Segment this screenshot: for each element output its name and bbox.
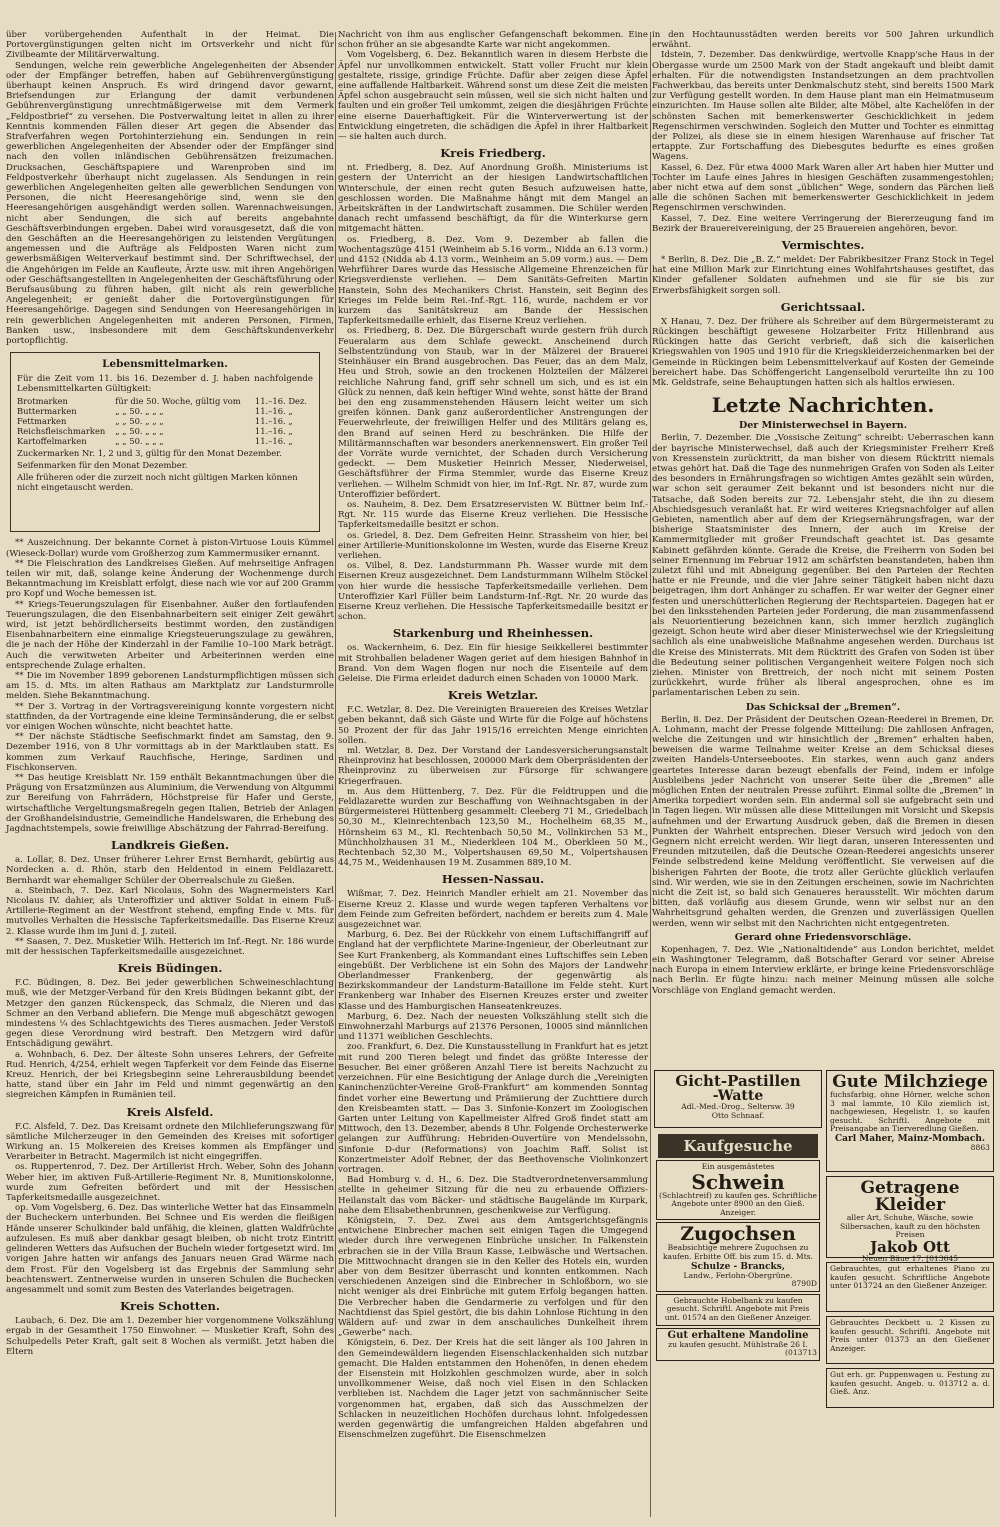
ad-code: (013713 bbox=[785, 1348, 817, 1358]
food-ration-title: Lebensmittelmarken. bbox=[102, 358, 228, 371]
article-paragraph: Marburg, 6. Dez. Nach der neuesten Volkszählung stellt sich die Einwohnerzahl Marburgs auf 21376 Personen, 10005 sind männlichen und 11371 weiblichen Geschlechts. bbox=[338, 1011, 648, 1043]
table-row bbox=[17, 406, 313, 416]
article-paragraph: Bad Homburg v. d. H., 6. Dez. Die Stadtverordnetenversammlung stellte in geheimer Sitzung für die neu zu erbauende Offiziers-Heilanstalt das vom Bäcker- und städtische Baugelände im Kurpark, nahe dem Elisabethenbrunnen, geschenkweise zur Verfügung. bbox=[338, 1175, 648, 1216]
article-paragraph: ** Das heutige Kreisblatt Nr. 159 enthält Bekanntmachungen über die Prägung von Ersatzmünzen aus Aluminium, die Verwendung von Altgummi zur Bereifung von Fahrrädern, Höchstpreise für Hafer und Gerste, wirtschaftliche Vergeltungsmaßregeln gegen Italien, Betrieb der Anlagen der Großhandelsindustrie, Gemeindliche Handelswaren, die Erhebung des Jagdnachtstempels, sowie freiwillige Abschätzung der Fahrrad-Bereifung. bbox=[6, 772, 334, 834]
ration-validity: „ „ 50. „ „ „ bbox=[115, 416, 164, 427]
ad-text: Landw., Ferlohn-Obergrüne. bbox=[683, 1270, 793, 1280]
column-right bbox=[652, 30, 994, 1522]
ad-piano bbox=[826, 1262, 994, 1312]
article-paragraph: os. Friedberg, 8. Dez. Die Bürgerschaft wurde gestern früh durch Feueralarm aus dem Schlafe geweckt. Anscheinend durch Selbstentzündung von Staub, war in der Mälzerei der Brauerei Steinhäuser ein Brand ausgebrochen. Das Feuer, das an dem Malz, Heu und Stroh, sowie an den trockenen Holzteilen der Mälzerei reichliche Nahrung fand, griff sehr schnell um sich, und es ist ein Glück zu nennen, daß kein heftiger Wind wehte, sonst hätte der Brand bei den eng zusammenstehenden Häusern leicht weiter um sich greifen können. Dank ganz außerordentlicher Anstrengungen der Feuerwehrleute, der freiwilligen Helfer und des Militärs gelang es, den Brand auf seinen Herd zu beschränken. Die Hilfe der Militärmannschaften war besonders anerkennenswert. Ein großer Teil der Vorräte wurde vernichtet, der Schaden durch Versicherung gedeckt. — Dem Musketier Heinrich Messer, Niederweisel, Geschäftsführer der Firma Stemmler, wurde das Eiserne Kreuz verliehen. — Wilhelm Schmidt von hier, im Inf.-Rgt. Nr. 87, wurde zum Unteroffizier befördert. bbox=[338, 326, 648, 500]
ad-title: Gute Milchziege bbox=[832, 1072, 988, 1092]
section-heading: Vermischtes. bbox=[781, 238, 865, 253]
ad-title: Zugochsen bbox=[680, 1223, 796, 1246]
ad-name: Schulze - Brancks, bbox=[691, 1261, 785, 1272]
article-paragraph: os. Friedberg, 8. Dez. Vom 9. Dezember ab fallen die Wochentagszüge 4151 (Weinheim ab 5.16 vorm., Nidda an 6.13 vorm.) und 4152 (Nidda ab 4.13 vorm., Weinheim an 5.09 vorm.) aus. — Dem Wehrführer Dares wurde das Hessische Allgemeine Ehrenzeichen für Kriegsverdienste verliehen. — Dem Sanitäts-Gefreiten Martin Hanstein, Sohn des Mechanikers Christ. Hanstein, seit Beginn des Krieges im Felde beim Rei.-Inf.-Rgt. 116, wurde, nachdem er vor kurzem das Sanitätskreuz am Bande der Hessischen Tapferkeitsmedaille erhielt, das Eiserne Kreuz verliehen. bbox=[338, 234, 648, 327]
ration-item: Brotmarken bbox=[17, 396, 68, 407]
food-ration-box bbox=[10, 352, 320, 532]
article-paragraph: os. Ruppertenrod, 7. Dez. Der Artillerist Hrch. Weber, Sohn des Johann Weber hier, im aktiven Fuß-Artillerie-Regiment Nr. 8, Munitionskolonne, wurde zum Gefreiten befördert und mit der Hessischen Tapferkeitsmedaille ausgezeichnet. bbox=[6, 1162, 334, 1204]
section-heading: Gerichtssaal. bbox=[780, 299, 866, 314]
ad-title: Gut erhaltene Mandoline bbox=[667, 1329, 809, 1341]
food-ration-table bbox=[17, 396, 313, 446]
section-heading: Hessen-Nassau. bbox=[441, 872, 545, 887]
article-paragraph: F.C. Büdingen, 8. Dez. Bei jeder gewerblichen Schweineschlachtung muß, wie der Metzger-Verband für den Kreis Büdingen bekannt gibt, der Metzger den ganzen Rückenspeck, das Schmalz, die Nieren und das Schmer an den Verband abliefern. Die Menge muß abgeschätzt gewogen mindestens ¼ des Schlachtgewichts des Tieres ausmachen. Jeder Verstoß gegen diese Verordnung wird bestraft. Den Metzgern wird dafür Entschädigung gewährt. bbox=[6, 978, 334, 1050]
article-paragraph: ** Der 3. Vortrag in der Vortragsvereinigung konnte vorgestern nicht stattfinden, da der Vortragende eine kleine Terminsänderung, die er selbst vor einigen Wochen wünschte, nicht beachtet hatte. bbox=[6, 701, 334, 732]
article-paragraph: ** Die im November 1899 geborenen Landsturmpflichtigen müssen sich am 15. d. Mts. im alten Rathaus am Marktplatz zur Landsturmrolle melden. Siehe Bekanntmachung. bbox=[6, 670, 334, 702]
article-paragraph: F.C. Alsfeld, 7. Dez. Das Kreisamt ordnete den Milchlieferungszwang für sämtliche Milcherzeuger in den Gemeinden des Kreises mit sofortiger Wirkung an. 15 Molkereien des Kreises kommen als Empfänger und Verarbeiter in Betracht. Magermilch ist nicht eingegriffen. bbox=[6, 1121, 334, 1163]
ad-kleider bbox=[826, 1176, 994, 1263]
table-row bbox=[17, 436, 313, 446]
table-row bbox=[17, 416, 313, 426]
ad-gicht bbox=[654, 1070, 822, 1128]
article-paragraph: Idstein, 7. Dezember. Das denkwürdige, wertvolle Knapp'sche Haus in der Obergasse wurde um 2500 Mark von der Stadt angekauft und bleibt damit erhalten. Für die notwendigsten Instandsetzungen an dem prachtvollen Fachwerkbau, das bereits unter Denkmalschutz steht, sind bereits 1500 Mark zur Verfügung gestellt worden. In dem Hause plant man ein Heimatmuseum einzurichten. Im Hause sollen alte Bilder, alte Möbel, alte Kachelöfen in der schönsten Sachen mit bemerkenswerter Geschicklichkeit in jedem Regenschirmen verschwinden. Sogleich den Mutter und Tochter es einmittag der Polizei, als diese sie in einem hiesigen Warenhause auf frischer Tat ertappte. Zur Fortschaffung des Diebesgutes bedurfte es eines großen Wagens. bbox=[652, 50, 994, 163]
article-paragraph: a. Steinbach, 7. Dez. Karl Nicolaus, Sohn des Wagnermeisters Karl Nicolaus IV. dahier, als Unteroffizier und aktiver Soldat in einem Fuß-Artillerie-Regiment an der Westfront stehend, empfing Ende v. Mts. für mutvolles Verhalten die Hessische Tapferkeitsmedaille. Das Eiserne Kreuz 2. Klasse wurde ihm im Juni d. J. zuteil. bbox=[6, 885, 334, 937]
column-rule bbox=[335, 32, 336, 1517]
ad-mandoline bbox=[656, 1328, 820, 1361]
table-row bbox=[17, 426, 313, 436]
article-paragraph: ** Kriegs-Teuerungszulagen für Eisenbahner. Außer den fortlaufenden Teuerungszulagen, die den Eisenbahnarbeitern seit einiger Zeit gewährt wird, ist jetzt behördlicherseits bestimmt worden, den zuständigen Eisenbahnarbeitern eine einmalige Kriegsteuerungszulage zu gewähren, die je nach der Höhe der Kinderzahl in der Familie 10–100 Mark beträgt. Auch die verwitweten Arbeiter und Arbeiterinnen werden eine entsprechende Zulage erhalten. bbox=[6, 599, 334, 671]
article-paragraph: os. Nauheim, 8. Dez. Dem Ersatzreservisten W. Büttner beim Inf.-Rgt. Nr. 115 wurde das Eiserne Kreuz verliehen. Die Hessische Tapferkeitsmedaille besitzt er schon. bbox=[338, 499, 648, 531]
ad-text: Ein ausgemästetes bbox=[701, 1162, 775, 1171]
ad-title: Gicht-Pastillen bbox=[675, 1072, 801, 1090]
table-row bbox=[17, 396, 313, 406]
ad-text: Adl.-Med.-Drog., Seltersw. 39 bbox=[681, 1102, 795, 1111]
subsection-heading: Gerard ohne Friedensvorschläge. bbox=[734, 931, 912, 943]
ad-zugochsen bbox=[656, 1222, 820, 1291]
kaufgesuche-section bbox=[654, 1132, 822, 1410]
ad-address: Neuen Bäue 17. bbox=[861, 1253, 924, 1263]
article-paragraph: in den Hochtaunusstädten werden bereits vor 500 Jahren urkundlich erwähnt. bbox=[652, 30, 994, 51]
article-paragraph: zoo. Frankfurt, 6. Dez. Die Kunstausstellung in Frankfurt hat es jetzt mit rund 200 Tieren belegt und findet das größte Interesse der Besucher. Bei einer größeren Anzahl Tiere ist bereits Nachzucht zu verzeichnen. Für eine Besichtigung der Anlage durch die „Vereinigten Kaninchenzüchter-Vereine Groß-Frankfurt“ am kommenden Sonntag findet vorher eine Bewertung und Prämiierung der Zuchttiere durch den Kreisbeamten statt. — Das 3. Sinfonie-Konzert im Zoologischen Garten unter Leitung von Kapellmeister Alfred Groß findet statt am Mittwoch, den 13. Dezember, abends 8 Uhr. Folgende Orchesterwerke gelangen zur Aufführung: Hebriden-Ouvertüre von Mendelssohn, Sinfonie D-dur (Reformations) von Joachim Raff. Solist ist Konzertmeister Adolf Rebner, der das Beethovensche Violinkonzert vortragen. bbox=[338, 1042, 648, 1175]
article-paragraph: Vom Vogelsberg, 6. Dez. Bekanntlich waren in diesem Herbste die Äpfel nur unvollkommen entwickelt. Statt voller Frucht nur klein gestaltete, rissige, grindige Früchte. Dafür aber zeigen diese Äpfel eine auffallende Haltbarkeit. Während sonst um diese Zeit die meisten Äpfel schon ausgebraucht sein müssen, weil sie sich nicht halten und faulten und ein großer Teil umkommt, zeigen die diesjährigen Früchte eine eiserne Dauerhaftigkeit. Für die Winterverwertung ist der Entwicklung eingetreten, die schädigen die Äpfel in ihrer Haltbarkeit — sie halten auch durch. bbox=[338, 50, 648, 143]
article-paragraph: Sendungen, welche rein gewerbliche Angelegenheiten der Absender oder der Empfänger betreffen, haben auf Gebührenvergünstigung überhaupt keinen Anspruch. Es wird dringend davor gewarnt, Briefsendungen zur Erlangung der damit verbundenen Gebührenvergünstigung unrechtmäßigerweise mit dem Vermerk „Feldpostbrief“ zu versehen. Die Postverwaltung leitet in allen zu ihrer Kenntnis kommenden Fällen dieser Art gegen die Absender das Strafverfahren wegen Portohinterziehung ein. Sendungen in rein gewerblichen Angelegenheiten der Absender oder der Empfänger sind nach den vollen inländischen Gebührensätzen freizumachen. Drucksachen, Geschäftspapiere und Warenproben sind im Feldpostverkehr überhaupt nicht zugelassen. Als Sendungen in rein gewerblichen Angelegenheiten gelten alle gewerblichen Sendungen von Personen, die nicht Heeresangehörige sind, wenn sie den Heeresangehörigen ausgehändigt werden sollen. Warennachweisungen, nicht aber Sendungen, die sich auf bereits angebahnte Geschäftsverbindungen ergeben. Dabei wird vorausgesetzt, daß die von den Geschäften an die Heeresangehörigen zu leistenden Vergütungen angemessen und die Aufträge als Feldposten Waren nicht zum gewerbsmäßigen Weiterverkauf bestimmt sind. Der Schriftwechsel, der die Angehörigen im Felde an Kaufleute, Ärzte usw. mit ihren Angehörigen oder Geschäftsangestellten in Angelegenheiten der Geschäftsführung oder Berufsausübung zu führen haben, gilt nicht als rein gewerbliche Angelegenheit; er genießt daher die Portovergünstigungen für Heeresangehörige. Dagegen sind Sendungen von Heeresangehörigen in rein gewerblichen Angelegenheiten mit anderen Personen, Firmen, Banken usw., insbesondere mit dem Geschäftskundenverkehr portopflichtig. bbox=[6, 60, 334, 347]
section-heading: Kreis Büdingen. bbox=[117, 961, 223, 976]
ad-puppenwagen bbox=[826, 1368, 994, 1408]
food-ration-note: Seifenmarken für den Monat Dezember. bbox=[17, 460, 188, 471]
article-paragraph: ** Auszeichnung. Der bekannte Cornet à piston-Virtuose Louis Kümmel (Wieseck-Dollar) wurde vom Großherzog zum Kammermusiker ernannt. bbox=[6, 538, 334, 559]
ration-dates: 11.–16. Dez. bbox=[254, 396, 308, 407]
section-heading: Kreis Friedberg. bbox=[440, 146, 546, 161]
ad-subtitle: -Watte bbox=[712, 1088, 764, 1104]
article-paragraph: Königstein, 6. Dez. Der Kreis hat die seit länger als 100 Jahren in den Gemeindewäldern liegenden Eisenschlackenhalden sich nutzbar gemacht. Die Halden entstammen den Hohenöfen, in denen ehedem der Eisenstein mit Holzkohlen geschmolzen wurde, aber in solch unvollkommener Weise, daß noch viel Eisen in den Schlacken verblieben ist. Nachdem die Lager jetzt von sachmännischer Seite vorgenommen hat, ergaben, daß sich das Ausschmelzen der Schlacken in neuzeitlichen Hochöfen durchaus lohnt. Infolgedessen werden gegenwärtig die umfangreichen Halden abgefahren und Eisenschmelzen zugeführt. Die Eisenschmelzen bbox=[338, 1338, 648, 1441]
article-paragraph: op. Vom Vogelsberg, 6. Dez. Das winterliche Wetter hat das Einsammeln der Bucheckern unterbunden. Bei Schnee und Eis werden die fleißigen Hände unserer Schulkinder bald unfähig, die kleinen, glatten Waldfrüchte aufzulesen. Es muß aber dankbar gesagt bleiben, ob nicht trotz Eintritt gelinderen Wetters das Aufsuchen der Bucheln wieder fortgesetzt wird. Im vorigen Jahre hatten wir anfangs des Januars neuen Grad Wärme nach dem Frost. Für den Vogelsberg ist das Ergebnis der Sammlung sehr beachtenswert. Zentnerweise wurden in unseren Schulen die Buchecken angesammelt und somit zum Besten des Vaterlandes beigetragen. bbox=[6, 1203, 334, 1295]
ration-validity: „ „ 50. „ „ „ bbox=[115, 426, 164, 437]
ad-text: Gebrauchte Hobelbank zu kaufen gesucht. Schriftl. Angebote mit Preis unt. 01574 an den Gießener Anzeiger. bbox=[664, 1295, 812, 1322]
article-paragraph: Laubach, 6. Dez. Die am 1. Dezember hier vorgenommene Volkszählung ergab in der Gesamtheit 1750 Einwohner. — Musketier Kraft, Sohn des Schulpedells Peter Kraft, galt seit 8 Wochen als vermißt. Jetzt haben die Eltern bbox=[6, 1316, 334, 1357]
ad-text: Gebrauchtes Deckbett u. 2 Kissen zu kaufen gesucht. Schriftl. Angebote mit Preis unter 01373 an den Gießener Anzeiger. bbox=[830, 1318, 990, 1353]
section-heading: Kreis Schotten. bbox=[120, 1299, 220, 1314]
article-paragraph: F.C. Wetzlar, 8. Dez. Die Vereinigten Brauereien des Kreises Wetzlar geben bekannt, daß sich Gäste und Wirte für die Folge auf höchstens 50 Prozent der für das Jahr 1915/16 erreichten Menge einrichten sollen. bbox=[338, 705, 648, 746]
kaufgesuche-banner: Kaufgesuche bbox=[658, 1134, 818, 1158]
ad-title: Schwein bbox=[691, 1169, 785, 1194]
article-paragraph: Marburg, 6. Dez. Bei der Rückkehr von einem Luftschiffangriff auf England hat der verpflichtete Marine-Ingenieur, der Oberleutnant zur See Kurt Frankenberg, als Kommandant eines Luftschiffes sein Leben eingebüßt. Der Verblichene ist ein Sohn des Majors der Landwehr Oberlandmesser Frankenberg, der gegenwärtig als Bezirkskommandeur der Landsturm-Bataillone im Felde steht. Kurt Frankenberg war Inhaber des Eisernen Kreuzes erster und zweiter Klasse und des Hamburgischen Hanseatenkreuzes. bbox=[338, 930, 648, 1012]
ad-name: Carl Maher, Mainz-Mombach. bbox=[834, 1133, 986, 1144]
ad-milchziege bbox=[826, 1070, 994, 1172]
ration-validity: für die 50. Woche, gültig vom bbox=[115, 396, 241, 407]
article-paragraph: Berlin, 8. Dez. Der Präsident der Deutschen Ozean-Reederei in Bremen, Dr. A. Lohmann, macht der Presse folgende Mitteilung: Die zahllosen Anfragen, welche die Zeitungen und wir hinsichtlich der „Bremen“ erhalten haben, beweisen die warme Teilnahme weiter Kreise an dem Schicksal dieses zweiten Handels-Unterseebootes. Ein starkes, wenn auch ganz anders geartetes Interesse daran bezeugt ebenfalls der Feind, indem er infolge Ausbleibens jeder Nachricht von unserer Seite über die „Bremen“ alle möglichen Enten der neutralen Presse zuführt. Einmal sollte die „Bremen“ in Amerika torpediert worden sein. Ein andermal soll sie aufgebracht sein und in Tagen liegen. Wir müssen alle diese Mitteilungen mit Vorsicht und Skepsis aufnehmen und der Erwartung Ausdruck geben, daß die Bremen in diesen Punkten der Wahrheit entsprechen. Dieser Versuch wird jedoch von den Gegnern nicht erreicht werden. Wir liegt daran, unseren Interessenten und Freunden mitzuteilen, daß die Deutsche Ozean-Reederei angesichts unserer Feinde selbstredend keine Meldung veröffentlicht. Sie verweisen auf die bisherigen Fahrten der Boote, die trotz aller Gerüchte glücklich verlaufen sind. Wir werden, wie sie in den Zeitungen erscheinen, sowie im Nachrichten nicht die Zeit ist, so bald sich Genaueres herausstellt. Wir möchten darum bitten, daß vorläufig aus diesem Grunde, wenn wir selbst nur an den Wahrheitsgrund gehalten werden, die Grenzen und zuverlässigen Quellen werden, wenn wir selbst mit den Nachrichten nicht entgegentreten. bbox=[652, 714, 994, 929]
article-paragraph: über vorübergehenden Aufenthalt in der Heimat. Die Portovergünstigungen gelten nicht im Ortsverkehr und nicht für Zivilbeamte der Militärverwaltung. bbox=[6, 30, 334, 61]
food-ration-intro: Für die Zeit vom 11. bis 16. Dezember d. J. haben nachfolgende Lebensmittelkarten Gültigkeit: bbox=[17, 374, 313, 395]
ad-text: Otto Schnaaf. bbox=[711, 1110, 765, 1120]
subsection-heading: Das Schicksal der „Bremen“. bbox=[745, 701, 901, 713]
ration-item: Kartoffelmarken bbox=[17, 436, 87, 447]
article-paragraph: Nachricht von ihm aus englischer Gefangenschaft bekommen. Eine schon früher an sie abgesandte Karte war nicht angekommen. bbox=[338, 30, 648, 51]
article-paragraph: Kassel, 7. Dez. Eine weitere Verringerung der Biererzeugung fand im Bezirk der Brauereivereinigung, der 25 Brauereien angehören, bevor. bbox=[652, 213, 994, 234]
article-paragraph: ** Die Fleischration des Landkreises Gießen. Auf mehrseitige Anfragen teilen wir mit, daß, solange keine Änderung der Wochenmenge durch Bekanntmachung im Kreisblatt erfolgt, diese nach wie vor auf 200 Gramm pro Kopf und Woche bemessen ist. bbox=[6, 558, 334, 600]
ration-dates: 11.–16. „ bbox=[254, 416, 293, 427]
article-paragraph: ** Saasen, 7. Dez. Musketier Wilh. Hetterich im Inf.-Regt. Nr. 186 wurde mit der hessischen Tapferkeitsmedaille ausgezeichnet. bbox=[6, 936, 334, 958]
ad-name: Jakob Ott bbox=[870, 1237, 950, 1256]
column-middle bbox=[338, 30, 648, 1522]
article-paragraph: ml. Wetzlar, 8. Dez. Der Vorstand der Landesversicherungsanstalt Rheinprovinz hat beschlossen, 200000 Mark dem Oberpräsidenten der Rheinprovinz zu überweisen zur Fürsorge für schwangere Kriegerfrauen. bbox=[338, 746, 648, 787]
ad-code: 8863 bbox=[970, 1142, 990, 1152]
article-paragraph: Berlin, 7. Dezember. Die „Vossische Zeitung“ schreibt: Ueberraschen kann der bayrische Ministerwechsel, daß auch der Kriegsminister Freiherr Kreß von Kressenstein zurücktritt, da man bisher von diesem Rücktritt niemals etwas gehört hat. Daß die Tage des nunmehrigen Grafen von Soden als Leiter des besonders in Ernährungsfragen so wichtigen Amtes gezählt sein würden, war schon seit geraumer Zeit bekannt und ist besonders nicht nur die Tatsache, daß Soden bereits zur 72. Lebensjahr steht, die ihn zu diesem Abschiedsgesuch veranlaßt hat. Er wird weiteres Kriegsnachfolger auf allen Gebieten, namentlich aber auf dem der Kriegsernährungsfragen, war der bisherige Staatsminister des Innern, der auch im Kreise der Kammermitglieder mit großer Freundschaft geachtet ist. Das gesamte Kabinett gefährden könnte. Gerade die Kreise, die Freiherrn von Soden bei seiner Ernennung im Februar 1912 am schärfsten beanstandeten, haben ihm zuletzt fühl und mit Abneigung gegenüber. Bei den Parteien der Rechten hatte er nie Freunde, und die vier Jahre seiner Tätigkeit haben nicht dazu beigetragen, ihm dort Anhänger zu schaffen. Er war weiter der Gegner einer festen und unerschütterlichen Regierung der Rechtsparteien. Dagegen hat er bei den linksstehenden Parteien jeder Forderung, die man zusammenfassend als Neuorientierung bezeichnen kann, sich immer herzlich zugänglich gezeigt. Schon heute wird aber dieser Ministerwechsel wie der Kriegsleitung sachlich als eine unabweisliche Maßnahme angesehen werden. Durchaus ist die Kreise des Ministerrats. Mit dem Rücktritt des Grafen von Soden ist über die Bedeutung seiner politischen Vergangenheit weitere Folgen noch sich ziehen. Minister von Brettreich, der noch nicht mit seinem Posten zurückkehrt, wurde früher als liberal angesprochen, ohne es im parlamentarischen Leben zu sein. bbox=[652, 433, 994, 699]
ad-schwein bbox=[656, 1160, 820, 1220]
subsection-heading: Der Ministerwechsel in Bayern. bbox=[738, 420, 908, 432]
ad-text: fuchsfarbig, ohne Hörner, welche schon 3 mal lammte, 10 Kilo ziemlich ist, nachgewiesen, Hegelistr. 1, so kaufen gesucht. Schriftl. Angebote mit Preisangabe an Tierveredlung Gießen. bbox=[830, 1090, 990, 1134]
section-heading: Starkenburg und Rheinhessen. bbox=[392, 626, 594, 641]
article-paragraph: Königstein, 7. Dez. Zwei aus dem Amtsgerichtsgefängnis entwichene Einbrecher machen seit einigen Tagen die Umgegend wieder durch ihre verwegenen Einbrüche unsicher. In Falkenstein erbrachen sie in der Villa Braun Kasse, Leibwäsche und Wertsachen. Die Mittwochnacht drangen sie in den Keller des Hotels ein, wurden aber von dem Besitzer überrascht und konnten entkommen. Nach verschiedenen Anzeigen sind die Einbrecher in Schloßborn, wo sie nicht weniger als drei Einbrüche mit gutem Erfolg begangen hatten. Die Verbrecher haben die Gendarmerie zu verfolgen und für den Nachtdienst das Spiel gestört, die bis dahin Lohnlose Richtung in den Wäldern auf- und zwar in dem anschauliches Dunkelheit ihrem „Gewerbe“ nach. bbox=[338, 1215, 648, 1339]
article-paragraph: os. Vilbel, 8. Dez. Landsturmmann Ph. Wasser wurde mit dem Eisernen Kreuz ausgezeichnet. Dem Landsturmmann Wilhelm Stöckel von hier wurde die hessische Tapferkeitsmedaille verliehen. Dem Unteroffizier Karl Füller beim Landsturm-Inf.-Rgt. Nr. 20 wurde das Eiserne Kreuz verliehen. Die Hessische Tapferkeitsmedaille besitzt er schon. bbox=[338, 561, 648, 623]
column-rule bbox=[650, 32, 651, 1517]
article-paragraph: Kopenhagen, 7. Dez. Wie „Nationaltidende“ aus London berichtet, meldet ein Washingtoner Telegramm, daß Botschafter Gerard vor seiner Abreise nach Europa in einem Interview erklärte, er bringe keine Friedensvorschläge nach Berlin. Er fügte hinzu: nach meiner Meinung müssen alle solche Vorschläge von England gemacht werden. bbox=[652, 944, 994, 996]
article-paragraph: ** Der nächste Städtische Seefischmarkt findet am Samstag, den 9. Dezember 1916, von 8 Uhr vormittags ab in der Marktlauben statt. Es kommen zum Verkauf Rauchfische, Heringe, Sardinen und Fischkonserven. bbox=[6, 732, 334, 773]
article-paragraph: a. Wohnbach, 6. Dez. Der älteste Sohn unseres Lehrers, der Gefreite Rud. Henrich, 4/254, erhielt wegen Tapferkeit vor dem Feinde das Eiserne Kreuz. Henrich, der bei Kriegsbeginn seine Lehrerausbildung beendet hatte, stand über ein Jahr im Feld und nimmt gegenwärtig an den siegreichen Kämpfen in Rumänien teil. bbox=[6, 1049, 334, 1101]
ad-text: zu kaufen gesucht. Mühlstraße 26 I. bbox=[668, 1339, 808, 1349]
section-heading: Kreis Wetzlar. bbox=[447, 688, 539, 703]
article-paragraph: Wißmar, 7. Dez. Heinrich Mandler erhielt am 21. November das Eiserne Kreuz 2. Klasse und wurde wegen tapferen Verhaltens vor dem Feinde zum Gefreiten befördert, nachdem er bereits zum 4. Male ausgezeichnet war. bbox=[338, 889, 648, 931]
food-ration-note: Zuckermarken Nr. 1, 2 und 3, gültig für den Monat Dezember. bbox=[17, 448, 282, 459]
ad-code: 8790D bbox=[791, 1279, 817, 1289]
latest-news-heading: Letzte Nachrichten. bbox=[711, 393, 935, 418]
ad-code: [013645 bbox=[926, 1253, 959, 1263]
ration-item: Fettmarken bbox=[17, 416, 67, 427]
ration-dates: 11.–16. „ bbox=[254, 406, 293, 417]
ration-item: Buttermarken bbox=[17, 406, 77, 417]
ration-item: Reichsfleischmarken bbox=[17, 426, 106, 437]
ration-validity: „ „ 50. „ „ „ bbox=[115, 436, 164, 447]
ad-hobelbank bbox=[656, 1294, 820, 1326]
section-heading: Kreis Alsfeld. bbox=[126, 1104, 214, 1119]
ad-text: (Schlachtreif) zu kaufen ges. Schriftliche Angebote unter 8900 an den Gieß. Anzeiger. bbox=[659, 1190, 817, 1217]
classified-ads bbox=[654, 1070, 994, 1520]
section-heading: Landkreis Gießen. bbox=[110, 838, 230, 853]
ad-text: Gebrauchtes, gut erhaltenes Piano zu kaufen gesucht. Schriftliche Angebote unter 013724 an den Gießener Anzeiger. bbox=[830, 1264, 990, 1291]
article-paragraph: os. Griedel, 8. Dez. Dem Gefreiten Heinr. Strassheim von hier, bei einer Artillerie-Munitionskolonne im Westen, wurde das Eiserne Kreuz verliehen. bbox=[338, 530, 648, 561]
ad-text: Beabsichtige mehrere Zugochsen zu kaufen. Erbitte Off. bis zum 15. d. Mts. bbox=[662, 1243, 814, 1261]
column-left bbox=[6, 30, 334, 1522]
article-paragraph: * Berlin, 8. Dez. Die „B. Z.“ meldet: Der Fabrikbesitzer Franz Stock in Tegel hat eine Million Mark zur Einrichtung eines Wohlfahrtshauses gestiftet, das Kinder gefallener Soldaten aufnehmen und sie für sie bis zur Erwerbsfähigkeit sorgen soll. bbox=[652, 255, 994, 296]
article-paragraph: m. Aus dem Hüttenberg, 7. Dez. Für die Feldtruppen und die Feldlazarette wurden zur Beschaffung von Weihnachtsgaben in der Bürgermeisterei Hüttenberg gesammelt: Cleeberg 71 M., Griedelbach 50,30 M., Kleinrechtenbach 123,50 M., Hochelheim 68,35 M., Hörnsheim 63 M., Kl. Rechtenbach 50,50 M., Vollnkirchen 53 M., Münchholzhausen 31 M., Niederkleen 104 M., Oberkleen 50 M., Rechtenbach 52,30 M., Volpertshausen 69,50 M., Volpertshausen 44,75 M., Weidenhausen 19 M. Zusammen 889,10 M. bbox=[338, 786, 648, 869]
article-paragraph: X Hanau, 7. Dez. Der frühere als Schreiber auf dem Bürgermeisteramt zu Rückingen beschäftigt gewesene Holzarbeiter Fritz Hillenbrand aus Rückingen hatte das Gericht verbrieft, daß sich die kaiserlichen Kriegswahlen von 1905 und 1910 für die Kriegskleiderzeichenmarken bei der Gemeinde in Rückingen beim Lebensmittelverkauf auf Kosten der Gemeinde bereichert habe. Das Schöffengericht Langenselbold verurteilte ihn zu 100 Mk. Geldstrafe, seine Behauptungen hatten sich als haltlos erwiesen. bbox=[652, 316, 994, 389]
ad-text: Gut erh. gr. Puppenwagen u. Festung zu kaufen gesucht. Angeb. u. 013712 a. d. Gieß. Anz. bbox=[830, 1370, 990, 1397]
ration-validity: „ „ 50. „ „ „ bbox=[115, 406, 164, 417]
ad-deckbett bbox=[826, 1316, 994, 1364]
ad-text: aller Art, Schuhe, Wäsche, sowie Silbersachen, kauft zu den höchsten Preisen bbox=[839, 1213, 981, 1240]
ad-title: Getragene Kleider bbox=[860, 1178, 960, 1215]
ration-dates: 11.–16. „ bbox=[254, 436, 293, 447]
article-paragraph: nt. Friedberg, 8. Dez. Auf Anordnung Großh. Ministeriums ist gestern der Unterricht an der hiesigen Landwirtschaftlichen Winterschule, der einen recht guten Besuch aufzuweisen hatte, geschlossen worden. Die Maßnahme hängt mit dem Mangel an Arbeitskräften in der Landwirtschaft zusammen. Die Schüler werden danach recht umfassend beschäftigt, da für die Winterkurse gern mitgemacht hätten. bbox=[338, 163, 648, 235]
ration-dates: 11.–16. „ bbox=[254, 426, 293, 437]
article-paragraph: Kassel, 6. Dez. Für etwa 4000 Mark Waren aller Art haben hier Mutter und Tochter im Laufe eines Jahres in hiesigen Geschäften zusammengestohlen; aber nicht etwa auf dem sonst „üblichen“ Wege, sondern das Pärchen ließ alle die schönen Sachen mit bemerkenswerter Geschicklichkeit in jedem Regenschirmen verschwinden. bbox=[652, 162, 994, 214]
food-ration-note: Alle früheren oder die zurzeit noch nicht gültigen Marken können nicht eingetauscht werden. bbox=[17, 472, 298, 493]
article-paragraph: os. Wackernheim, 6. Dez. Ein für hiesige Seikkellerei bestimmter mit Strohballen beladener Wagen geriet auf dem hiesigen Bahnhof in Brand. Von dem Wagen flogen nur noch die Eisenteile auf dem Geleise. Die Firma erleidet dadurch einen Schaden von 10000 Mark. bbox=[338, 643, 648, 684]
article-paragraph: a. Lollar, 8. Dez. Unser früherer Lehrer Ernst Bernhardt, gebürtig aus Nordecken a. d. Rhön, starb den Heldentod in einem Feldlazarett. Bernhardt war ehemaliger Schüler der Oberrealschule zu Gießen. bbox=[6, 855, 334, 886]
